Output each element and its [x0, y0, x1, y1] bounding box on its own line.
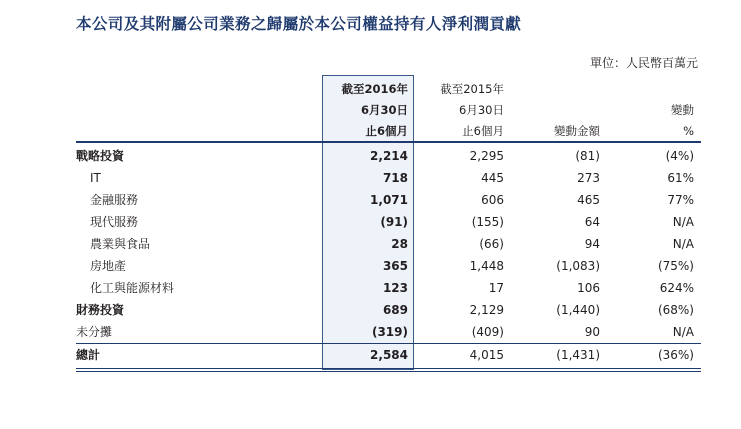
table-row	[76, 255, 701, 277]
total-change: (1,431)	[556, 348, 600, 362]
value-2016: 365	[382, 259, 408, 273]
header-2015-line2: 6月30日	[459, 103, 504, 117]
value-change-pct: 61%	[667, 171, 694, 185]
value-change-pct: 77%	[667, 193, 694, 207]
table-row	[76, 277, 701, 299]
value-change: 90	[584, 325, 600, 339]
value-2015: 1,448	[469, 259, 504, 273]
total-row	[76, 344, 701, 366]
value-change: 273	[577, 171, 600, 185]
value-2015: (155)	[471, 215, 504, 229]
header-change-pct	[620, 100, 694, 142]
row-label: 化工與能源材料	[90, 281, 175, 295]
row-label: 房地產	[90, 259, 127, 273]
value-change: (81)	[575, 149, 600, 163]
value-change: (1,083)	[556, 259, 600, 273]
table-row	[76, 233, 701, 255]
row-label: 現代服務	[90, 215, 139, 229]
table-row	[76, 145, 701, 167]
total-label: 總計	[76, 348, 101, 362]
report-title: 本公司及其附屬公司業務之歸屬於本公司權益持有人淨利潤貢獻	[76, 15, 522, 33]
row-label: 金融服務	[90, 193, 139, 207]
value-change: 64	[584, 215, 600, 229]
total-bottom-divider-1	[76, 368, 701, 369]
value-2016: 1,071	[370, 193, 408, 207]
value-change: 106	[577, 281, 600, 295]
table-row	[76, 299, 701, 321]
value-change-pct: (68%)	[657, 303, 694, 317]
header-change-pct-line1: 變動	[671, 103, 694, 117]
value-2016: 28	[391, 237, 408, 251]
table-body	[76, 145, 701, 343]
table-row	[76, 321, 701, 343]
header-2015	[418, 79, 504, 142]
value-2015: 17	[488, 281, 504, 295]
total-change-pct: (36%)	[657, 348, 694, 362]
header-2016-line3: 止6個月	[365, 124, 408, 138]
row-label: 未分攤	[76, 325, 113, 339]
value-change-pct: N/A	[672, 237, 694, 251]
table-row	[76, 189, 701, 211]
total-2015: 4,015	[469, 348, 504, 362]
value-2015: 445	[481, 171, 504, 185]
header-2015-line1: 截至2015年	[440, 82, 504, 96]
value-2015: (409)	[471, 325, 504, 339]
value-change-pct: (4%)	[665, 149, 694, 163]
header-2016	[322, 79, 408, 142]
value-change-pct: N/A	[672, 215, 694, 229]
table-row	[76, 167, 701, 189]
row-label: 農業與食品	[90, 237, 151, 251]
row-label: 戰略投資	[76, 149, 125, 163]
value-change: (1,440)	[556, 303, 600, 317]
row-label: IT	[90, 171, 101, 185]
unit-note: 單位：人民幣百萬元	[589, 56, 698, 70]
header-change-pct-line2: %	[683, 124, 694, 138]
header-change-amount	[520, 121, 600, 142]
header-change-amount-label: 變動金額	[554, 124, 600, 138]
value-change-pct: (75%)	[657, 259, 694, 273]
table-row	[76, 211, 701, 233]
header-2016-line2: 6月30日	[360, 103, 408, 117]
value-2016: 123	[382, 281, 408, 295]
value-2015: 2,129	[469, 303, 504, 317]
value-2016: 689	[382, 303, 408, 317]
value-change-pct: N/A	[672, 325, 694, 339]
value-2016: 2,214	[370, 149, 408, 163]
total-section	[76, 344, 701, 366]
header-2016-line1: 截至2016年	[341, 82, 408, 96]
total-bottom-divider-2	[76, 371, 701, 372]
value-2015: 2,295	[469, 149, 504, 163]
value-change-pct: 624%	[659, 281, 694, 295]
value-2016: (319)	[371, 325, 408, 339]
header-2015-line3: 止6個月	[462, 124, 504, 138]
value-2015: 606	[481, 193, 504, 207]
value-change: 94	[584, 237, 600, 251]
value-change: 465	[577, 193, 600, 207]
row-label: 財務投資	[76, 303, 125, 317]
header-divider	[76, 141, 701, 143]
value-2016: 718	[382, 171, 408, 185]
value-2016: (91)	[380, 215, 408, 229]
total-2016: 2,584	[370, 348, 408, 362]
value-2015: (66)	[479, 237, 504, 251]
